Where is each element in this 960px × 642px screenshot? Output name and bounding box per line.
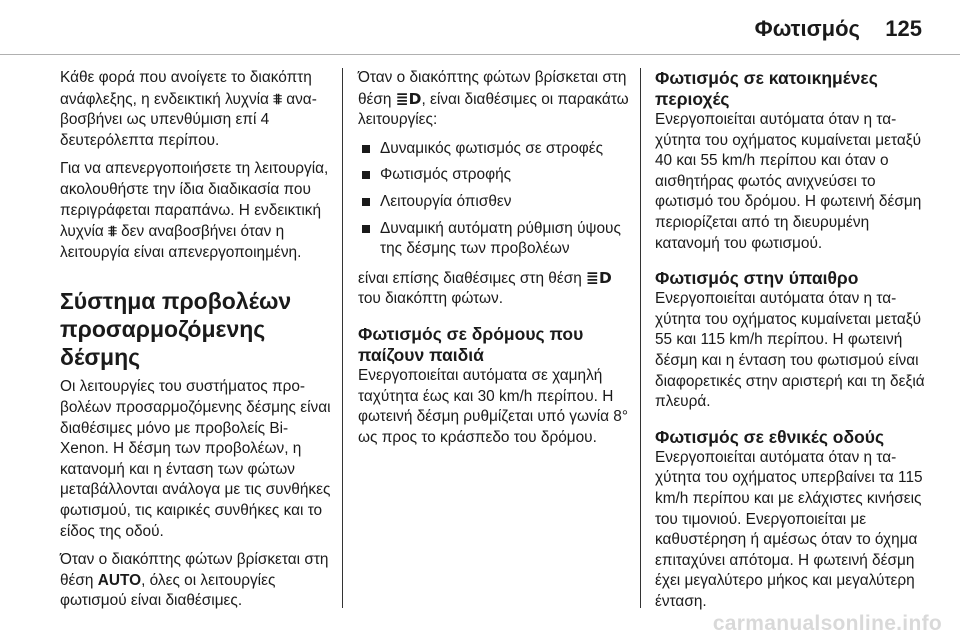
list-item: Φωτισμός στροφής <box>358 165 638 186</box>
paragraph-country-light: Ενεργοποιείται αυτόματα όταν η ταχύτητα του οχήματος κυμαίνεται μεταξύ 55 και 115 km/h περίπου. Η φωτεινή δέσμη και η ένταση του φωτισμού είναι διαφορετικές στην αριστερή και τη δεξιά πλευρά. <box>655 290 925 411</box>
paragraph-motorway-light: Ενεργοποιείται αυτόματα όταν η ταχύτητα του οχήματος υπερβαίνει τα 115 km/h περίπου και με ελάχιστες κινήσεις του τιμονιού. Ενεργοποιείται με καθυστέρηση ή αμέσως όταν το όχημα επιταχύνει απότομα. Η φωτεινή δέσμη έχει μεγαλύτερο μήκος και μεγαλύτερη ένταση. <box>655 448 923 610</box>
bullet-icon <box>362 225 370 233</box>
lamp-indicator-icon: ⩨ <box>273 89 282 108</box>
watermark: carmanualsonline.info <box>712 612 942 635</box>
heading-urban-light: Φωτισμός σε κατοικημένες περιοχές <box>655 68 878 109</box>
column-3 <box>655 68 927 620</box>
feature-list <box>358 139 638 260</box>
page-header <box>0 0 960 56</box>
page-title: Φωτισμός <box>754 16 860 41</box>
heading-country-light: Φωτισμός στην ύπαιθρο <box>655 268 859 289</box>
page-number: 125 <box>885 16 922 41</box>
paragraph-also-available: είναι επίσης διαθέσιμες στη θέση ≣D του διακόπτη φώτων. <box>358 268 612 308</box>
header-divider <box>0 54 960 55</box>
column-1 <box>60 68 332 620</box>
bullet-icon <box>362 145 370 153</box>
section-heading-afl: Σύστημα προβολέων προσαρμοζόμενης δέσμης <box>60 288 292 371</box>
heading-town-light: Φωτισμός σε δρόμους που παίζουν παιδιά <box>358 323 584 365</box>
list-item: Δυναμικός φωτισμός σε στροφές <box>358 139 638 160</box>
paragraph-afl-intro: Οι λειτουργίες του συστήματος προβολέων προσαρμοζόμενης δέσμης είναι διαθέσιμες μόνο με προβολείς Bi-Xenon. Η δέσμη των προβολέων, η κατανομή και η ένταση των φώτων μεταβάλλονται ανάλογα με τις συνθήκες φωτισμού, τις καιρικές συνθήκες και το είδος της οδού. <box>60 378 331 540</box>
column-divider <box>342 68 343 608</box>
paragraph-town-light: Ενεργοποιείται αυτόματα σε χαμηλή ταχύτητα έως και 30 km/h περίπου. Η φωτεινή δέσμη ρυθμίζεται υπό γωνία 8° ως προς το κράσπεδο του δρόμου. <box>358 366 629 446</box>
bullet-icon <box>362 171 370 179</box>
auto-label: AUTO <box>97 571 142 589</box>
column-divider <box>640 68 641 608</box>
paragraph-deactivate: Για να απενεργοποιήσετε τη λειτουργία, ακολουθήστε την ίδια διαδικασία που περιγράφεται παραπάνω. Η ενδεικτική λυχνία ⩨ δεν αναβοσβήνει όταν η λειτουργία είναι απενεργοποιημένη. <box>60 160 329 261</box>
paragraph-reminder: Κάθε φορά που ανοίγετε το διακόπτη ανάφλεξης, η ενδεικτική λυχνία ⩨ αναβοσβήνει ως υπενθύμιση επί 4 δευτερόλεπτα περίπου. <box>60 69 317 149</box>
lamp-indicator-icon: ⩨ <box>108 222 117 241</box>
paragraph-low-beam: Όταν ο διακόπτης φώτων βρίσκεται στη θέση ≣D, είναι διαθέσιμες οι παρακάτω λειτουργίες: <box>358 69 629 129</box>
column-2 <box>358 68 638 456</box>
low-beam-icon: ≣D <box>586 268 612 287</box>
heading-motorway-light: Φωτισμός σε εθνικές οδούς <box>655 426 885 447</box>
bullet-icon <box>362 198 370 206</box>
paragraph-urban-light: Ενεργοποιείται αυτόματα όταν η ταχύτητα του οχήματος κυμαίνεται μεταξύ 40 και 55 km/h περίπου και όταν ο αισθητήρας φωτός ανιχνεύσει το φωτισμό του δρόμου. Η φωτεινή δέσμη περιορίζεται από τη διευρυμένη κατανομή του φωτισμού. <box>655 111 922 252</box>
low-beam-icon: ≣D <box>395 89 422 108</box>
paragraph-auto: Όταν ο διακόπτης φώτων βρίσκεται στη θέση AUTO, όλες οι λειτουργίες φωτισμού είναι διαθέσιμες. <box>60 551 329 610</box>
list-item: Λειτουργία όπισθεν <box>358 192 638 213</box>
list-item: Δυναμική αυτόματη ρύθμιση ύψους της δέσμης των προβολέων <box>358 219 638 260</box>
